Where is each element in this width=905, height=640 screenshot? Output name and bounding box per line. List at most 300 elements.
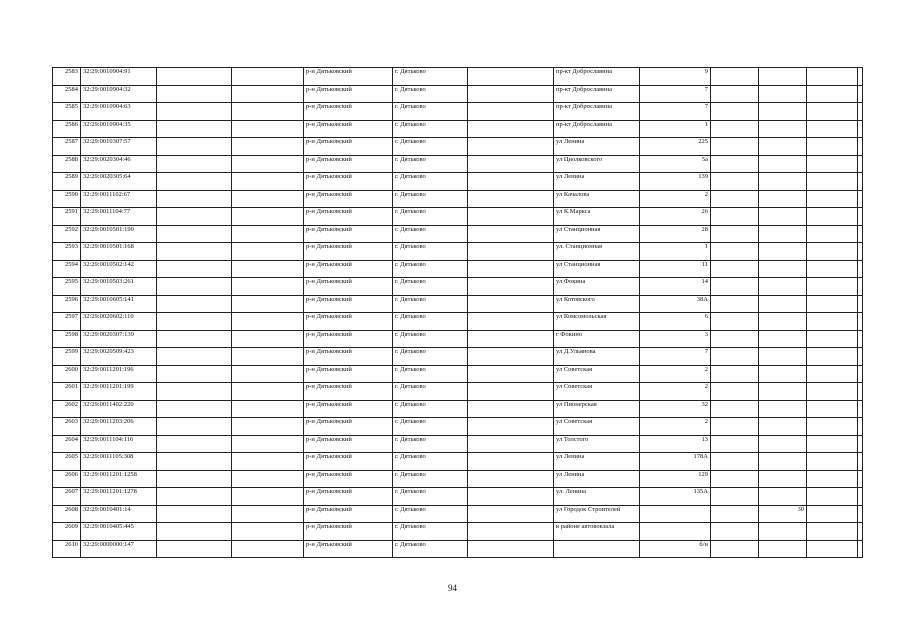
district-cell: р-н Дятьковский — [304, 155, 393, 173]
house-number-cell: 1 — [640, 243, 711, 261]
empty-cell — [858, 278, 863, 296]
empty-cell — [157, 365, 232, 383]
empty-cell — [232, 225, 304, 243]
house-number-cell: 139 — [640, 173, 711, 191]
empty-cell — [157, 120, 232, 138]
extra-value-cell — [759, 243, 807, 261]
empty-cell — [157, 505, 232, 523]
row-number-cell: 2606 — [53, 470, 81, 488]
street-cell: ул Комсомольская — [554, 313, 640, 331]
empty-cell — [711, 540, 759, 558]
empty-cell — [807, 173, 858, 191]
row-number-cell: 2583 — [53, 68, 81, 86]
empty-cell — [157, 85, 232, 103]
empty-cell — [711, 453, 759, 471]
empty-cell — [232, 138, 304, 156]
empty-cell — [468, 313, 554, 331]
empty-cell — [157, 435, 232, 453]
city-cell: г. Дятьково — [393, 120, 468, 138]
street-cell: ул Ленина — [554, 453, 640, 471]
empty-cell — [807, 435, 858, 453]
empty-cell — [468, 488, 554, 506]
house-number-cell: б/н — [640, 540, 711, 558]
empty-cell — [807, 155, 858, 173]
house-number-cell: 2 — [640, 418, 711, 436]
empty-cell — [858, 295, 863, 313]
table-row — [53, 418, 863, 436]
empty-cell — [858, 400, 863, 418]
empty-cell — [807, 103, 858, 121]
cadastral-number-cell: 32:29:0011104:77 — [81, 208, 157, 226]
empty-cell — [711, 190, 759, 208]
street-cell: ул Городок Строителей — [554, 505, 640, 523]
house-number-cell: 2 — [640, 365, 711, 383]
district-cell: р-н Дятьковский — [304, 488, 393, 506]
empty-cell — [157, 540, 232, 558]
row-number-cell: 2590 — [53, 190, 81, 208]
empty-cell — [807, 505, 858, 523]
extra-value-cell — [759, 365, 807, 383]
cadastral-number-cell: 32:29:0020305:64 — [81, 173, 157, 191]
empty-cell — [157, 278, 232, 296]
house-number-cell: 129 — [640, 470, 711, 488]
empty-cell — [711, 103, 759, 121]
house-number-cell: 14 — [640, 278, 711, 296]
district-cell: р-н Дятьковский — [304, 453, 393, 471]
city-cell: г. Дятьково — [393, 383, 468, 401]
empty-cell — [807, 243, 858, 261]
cadastral-number-cell: 32:29:0010904:91 — [81, 68, 157, 86]
extra-value-cell — [759, 173, 807, 191]
empty-cell — [858, 103, 863, 121]
empty-cell — [711, 313, 759, 331]
row-number-cell: 2589 — [53, 173, 81, 191]
extra-value-cell — [759, 278, 807, 296]
extra-value-cell — [759, 540, 807, 558]
empty-cell — [858, 330, 863, 348]
street-cell: ул Толстого — [554, 435, 640, 453]
cadastral-number-cell: 32:29:0011201:1258 — [81, 470, 157, 488]
street-cell — [554, 540, 640, 558]
city-cell: г. Дятьково — [393, 453, 468, 471]
empty-cell — [468, 295, 554, 313]
city-cell: г. Дятьково — [393, 488, 468, 506]
empty-cell — [468, 278, 554, 296]
cadastral-number-cell: 32:29:0011102:67 — [81, 190, 157, 208]
district-cell: р-н Дятьковский — [304, 365, 393, 383]
district-cell: р-н Дятьковский — [304, 400, 393, 418]
house-number-cell: 28 — [640, 225, 711, 243]
empty-cell — [711, 348, 759, 366]
cadastral-number-cell: 32:29:0000000:147 — [81, 540, 157, 558]
extra-value-cell — [759, 348, 807, 366]
empty-cell — [157, 313, 232, 331]
empty-cell — [858, 523, 863, 541]
empty-cell — [858, 155, 863, 173]
row-number-cell: 2603 — [53, 418, 81, 436]
empty-cell — [858, 505, 863, 523]
empty-cell — [468, 85, 554, 103]
empty-cell — [858, 488, 863, 506]
empty-cell — [232, 505, 304, 523]
house-number-cell: 13 — [640, 435, 711, 453]
house-number-cell: 9 — [640, 68, 711, 86]
street-cell: ул Станционная — [554, 225, 640, 243]
empty-cell — [807, 313, 858, 331]
row-number-cell: 2610 — [53, 540, 81, 558]
row-number-cell: 2609 — [53, 523, 81, 541]
row-number-cell: 2600 — [53, 365, 81, 383]
cadastral-number-cell: 32:29:0010503:261 — [81, 278, 157, 296]
empty-cell — [711, 85, 759, 103]
empty-cell — [807, 383, 858, 401]
empty-cell — [157, 68, 232, 86]
house-number-cell: 26 — [640, 208, 711, 226]
empty-cell — [232, 523, 304, 541]
row-number-cell: 2597 — [53, 313, 81, 331]
page-number: 94 — [448, 583, 457, 593]
empty-cell — [468, 330, 554, 348]
empty-cell — [858, 138, 863, 156]
extra-value-cell — [759, 190, 807, 208]
table-row — [53, 540, 863, 558]
empty-cell — [858, 435, 863, 453]
row-number-cell: 2604 — [53, 435, 81, 453]
empty-cell — [468, 138, 554, 156]
table-row — [53, 243, 863, 261]
cadastral-table — [52, 67, 863, 558]
cadastral-number-cell: 32:29:0010501:168 — [81, 243, 157, 261]
district-cell: р-н Дятьковский — [304, 85, 393, 103]
empty-cell — [711, 243, 759, 261]
extra-value-cell — [759, 523, 807, 541]
empty-cell — [711, 225, 759, 243]
empty-cell — [807, 225, 858, 243]
cadastral-number-cell: 32:29:0010605:141 — [81, 295, 157, 313]
extra-value-cell — [759, 418, 807, 436]
empty-cell — [468, 523, 554, 541]
row-number-cell: 2592 — [53, 225, 81, 243]
empty-cell — [157, 523, 232, 541]
extra-value-cell — [759, 103, 807, 121]
street-cell: ул Ленина — [554, 470, 640, 488]
empty-cell — [858, 453, 863, 471]
cadastral-number-cell: 32:29:0011201:1278 — [81, 488, 157, 506]
cadastral-number-cell: 32:29:0011104:116 — [81, 435, 157, 453]
empty-cell — [468, 173, 554, 191]
house-number-cell: 7 — [640, 348, 711, 366]
empty-cell — [232, 400, 304, 418]
empty-cell — [807, 365, 858, 383]
city-cell: г. Дятьково — [393, 295, 468, 313]
extra-value-cell — [759, 330, 807, 348]
street-cell: ул Ленина — [554, 173, 640, 191]
empty-cell — [232, 173, 304, 191]
cadastral-number-cell: 32:29:0020304:46 — [81, 155, 157, 173]
street-cell: пр-кт Доброславина — [554, 120, 640, 138]
row-number-cell: 2594 — [53, 260, 81, 278]
extra-value-cell — [759, 435, 807, 453]
street-cell: ул Циолковского — [554, 155, 640, 173]
house-number-cell: 178А — [640, 453, 711, 471]
empty-cell — [232, 435, 304, 453]
district-cell: р-н Дятьковский — [304, 505, 393, 523]
district-cell: р-н Дятьковский — [304, 225, 393, 243]
extra-value-cell — [759, 208, 807, 226]
empty-cell — [807, 278, 858, 296]
empty-cell — [232, 488, 304, 506]
empty-cell — [807, 120, 858, 138]
street-cell: ул Пионерская — [554, 400, 640, 418]
row-number-cell: 2607 — [53, 488, 81, 506]
empty-cell — [157, 348, 232, 366]
empty-cell — [858, 225, 863, 243]
street-cell: ул Ленина — [554, 138, 640, 156]
district-cell: р-н Дятьковский — [304, 120, 393, 138]
empty-cell — [807, 540, 858, 558]
empty-cell — [807, 68, 858, 86]
extra-value-cell — [759, 488, 807, 506]
house-number-cell: 38А — [640, 295, 711, 313]
row-number-cell: 2599 — [53, 348, 81, 366]
table-row — [53, 365, 863, 383]
empty-cell — [711, 68, 759, 86]
extra-value-cell — [759, 470, 807, 488]
empty-cell — [807, 190, 858, 208]
empty-cell — [711, 523, 759, 541]
city-cell: г. Дятьково — [393, 243, 468, 261]
row-number-cell: 2586 — [53, 120, 81, 138]
city-cell: г. Дятьково — [393, 155, 468, 173]
empty-cell — [157, 138, 232, 156]
row-number-cell: 2584 — [53, 85, 81, 103]
row-number-cell: 2591 — [53, 208, 81, 226]
cadastral-number-cell: 32:29:0020509:423 — [81, 348, 157, 366]
empty-cell — [468, 365, 554, 383]
table-row — [53, 225, 863, 243]
table-row — [53, 488, 863, 506]
empty-cell — [711, 470, 759, 488]
empty-cell — [711, 208, 759, 226]
district-cell: р-н Дятьковский — [304, 523, 393, 541]
empty-cell — [232, 85, 304, 103]
extra-value-cell — [759, 400, 807, 418]
empty-cell — [711, 330, 759, 348]
street-cell: ул Качалова — [554, 190, 640, 208]
empty-cell — [232, 418, 304, 436]
cadastral-number-cell: 32:29:0010904:63 — [81, 103, 157, 121]
empty-cell — [858, 348, 863, 366]
empty-cell — [468, 505, 554, 523]
empty-cell — [807, 330, 858, 348]
empty-cell — [468, 120, 554, 138]
extra-value-cell — [759, 120, 807, 138]
city-cell: г. Дятьково — [393, 348, 468, 366]
empty-cell — [858, 470, 863, 488]
street-cell: ул Станционная — [554, 260, 640, 278]
empty-cell — [232, 243, 304, 261]
empty-cell — [807, 138, 858, 156]
house-number-cell: 32 — [640, 400, 711, 418]
empty-cell — [858, 313, 863, 331]
extra-value-cell — [759, 85, 807, 103]
empty-cell — [711, 295, 759, 313]
empty-cell — [858, 120, 863, 138]
empty-cell — [807, 260, 858, 278]
house-number-cell: 7 — [640, 103, 711, 121]
table-row — [53, 190, 863, 208]
empty-cell — [468, 190, 554, 208]
row-number-cell: 2598 — [53, 330, 81, 348]
empty-cell — [232, 540, 304, 558]
extra-value-cell — [759, 68, 807, 86]
extra-value-cell — [759, 453, 807, 471]
empty-cell — [858, 365, 863, 383]
cadastral-number-cell: 32:29:0010501:190 — [81, 225, 157, 243]
empty-cell — [858, 243, 863, 261]
empty-cell — [468, 243, 554, 261]
empty-cell — [807, 453, 858, 471]
district-cell: р-н Дятьковский — [304, 470, 393, 488]
empty-cell — [232, 190, 304, 208]
empty-cell — [858, 208, 863, 226]
empty-cell — [711, 400, 759, 418]
house-number-cell: 2 — [640, 383, 711, 401]
extra-value-cell — [759, 383, 807, 401]
district-cell: р-н Дятьковский — [304, 68, 393, 86]
table-body — [53, 68, 863, 558]
table-row — [53, 120, 863, 138]
empty-cell — [858, 260, 863, 278]
district-cell: р-н Дятьковский — [304, 330, 393, 348]
city-cell: г. Дятьково — [393, 103, 468, 121]
empty-cell — [468, 540, 554, 558]
row-number-cell: 2596 — [53, 295, 81, 313]
empty-cell — [468, 225, 554, 243]
empty-cell — [157, 418, 232, 436]
table-row — [53, 523, 863, 541]
district-cell: р-н Дятьковский — [304, 103, 393, 121]
table-row — [53, 348, 863, 366]
row-number-cell: 2593 — [53, 243, 81, 261]
house-number-cell: 135А — [640, 488, 711, 506]
house-number-cell: 7 — [640, 85, 711, 103]
city-cell: г. Дятьково — [393, 208, 468, 226]
street-cell: ул Советская — [554, 383, 640, 401]
empty-cell — [858, 418, 863, 436]
table-row — [53, 68, 863, 86]
cadastral-number-cell: 32:29:0011201:196 — [81, 365, 157, 383]
empty-cell — [711, 138, 759, 156]
row-number-cell: 2585 — [53, 103, 81, 121]
extra-value-cell — [759, 313, 807, 331]
table-row — [53, 505, 863, 523]
house-number-cell: 5а — [640, 155, 711, 173]
empty-cell — [157, 208, 232, 226]
empty-cell — [468, 470, 554, 488]
city-cell: г. Дятьково — [393, 523, 468, 541]
house-number-cell: 1 — [640, 120, 711, 138]
street-cell: ул К.Маркса — [554, 208, 640, 226]
empty-cell — [157, 295, 232, 313]
table-row — [53, 155, 863, 173]
extra-value-cell — [759, 295, 807, 313]
empty-cell — [232, 155, 304, 173]
empty-cell — [807, 400, 858, 418]
row-number-cell: 2601 — [53, 383, 81, 401]
empty-cell — [232, 120, 304, 138]
empty-cell — [711, 505, 759, 523]
empty-cell — [157, 155, 232, 173]
street-cell: в районе автовокзала — [554, 523, 640, 541]
city-cell: г. Дятьково — [393, 313, 468, 331]
empty-cell — [232, 68, 304, 86]
district-cell: р-н Дятьковский — [304, 348, 393, 366]
district-cell: р-н Дятьковский — [304, 435, 393, 453]
extra-value-cell: 30 — [759, 505, 807, 523]
empty-cell — [157, 225, 232, 243]
empty-cell — [711, 120, 759, 138]
table-row — [53, 85, 863, 103]
empty-cell — [807, 208, 858, 226]
table-row — [53, 435, 863, 453]
empty-cell — [232, 208, 304, 226]
empty-cell — [711, 383, 759, 401]
table-row — [53, 470, 863, 488]
city-cell: г. Дятьково — [393, 68, 468, 86]
empty-cell — [807, 488, 858, 506]
empty-cell — [858, 68, 863, 86]
street-cell: пр-кт Доброславина — [554, 103, 640, 121]
empty-cell — [468, 435, 554, 453]
district-cell: р-н Дятьковский — [304, 173, 393, 191]
city-cell: г. Дятьково — [393, 470, 468, 488]
empty-cell — [232, 260, 304, 278]
empty-cell — [807, 523, 858, 541]
empty-cell — [232, 313, 304, 331]
empty-cell — [711, 278, 759, 296]
table-row — [53, 400, 863, 418]
cadastral-number-cell: 32:29:0010904:35 — [81, 120, 157, 138]
district-cell: р-н Дятьковский — [304, 208, 393, 226]
house-number-cell: 225 — [640, 138, 711, 156]
cadastral-number-cell: 32:29:0020307:139 — [81, 330, 157, 348]
cadastral-number-cell: 32:29:0020602:110 — [81, 313, 157, 331]
empty-cell — [468, 68, 554, 86]
city-cell: г. Дятьково — [393, 418, 468, 436]
empty-cell — [807, 85, 858, 103]
city-cell: г. Дятьково — [393, 505, 468, 523]
empty-cell — [858, 190, 863, 208]
street-cell: ул Советская — [554, 418, 640, 436]
empty-cell — [807, 348, 858, 366]
empty-cell — [232, 453, 304, 471]
empty-cell — [232, 348, 304, 366]
empty-cell — [858, 383, 863, 401]
empty-cell — [157, 383, 232, 401]
cadastral-number-cell: 32:29:0010307:57 — [81, 138, 157, 156]
table-row — [53, 260, 863, 278]
empty-cell — [468, 155, 554, 173]
table-row — [53, 173, 863, 191]
district-cell: р-н Дятьковский — [304, 383, 393, 401]
empty-cell — [468, 383, 554, 401]
city-cell: г. Дятьково — [393, 138, 468, 156]
house-number-cell: 2 — [640, 190, 711, 208]
district-cell: р-н Дятьковский — [304, 138, 393, 156]
empty-cell — [858, 540, 863, 558]
city-cell: г. Дятьково — [393, 260, 468, 278]
